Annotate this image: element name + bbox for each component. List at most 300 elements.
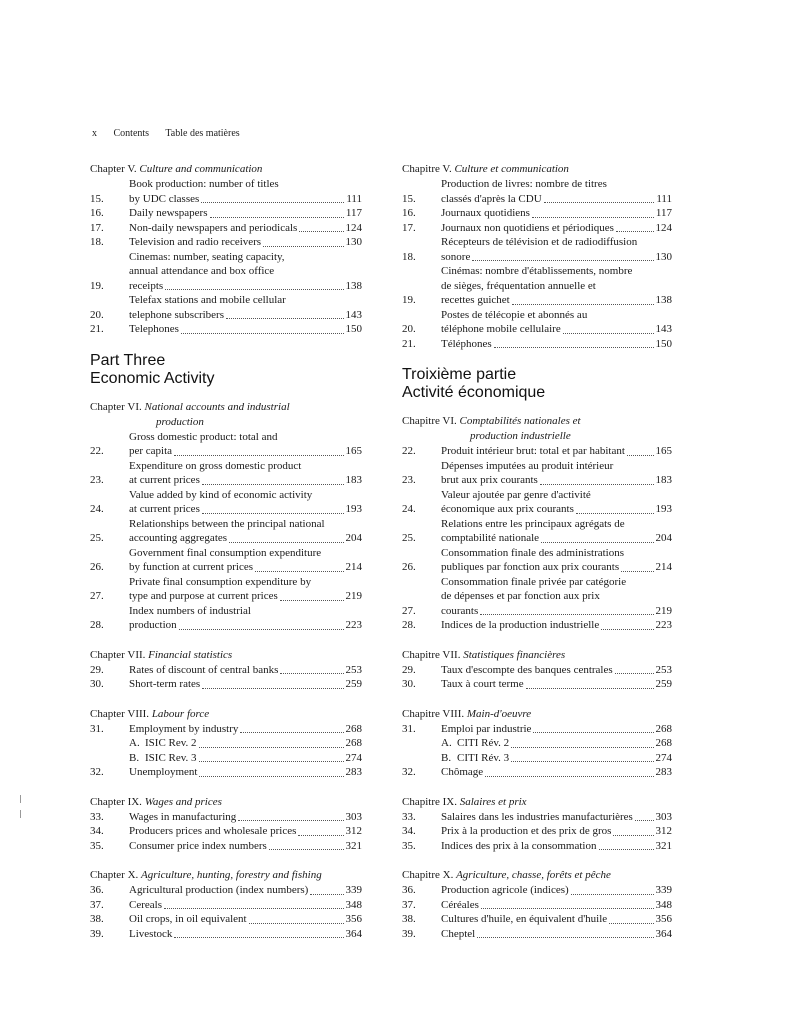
subentry-text: ISIC Rev. 2 [145,737,197,749]
chapter-label: Chapitre VII. [402,648,461,661]
dot-leader [544,202,655,203]
entry-title-block [441,839,672,854]
toc-entry[interactable] [90,459,362,488]
dot-leader [202,513,344,514]
toc-entry[interactable] [402,488,672,517]
entry-line [441,810,672,825]
entry-line [129,663,362,678]
chapter-title: Financial statistics [148,648,233,661]
entry-text: Value added by kind of economic activity [129,488,313,501]
running-header [92,128,254,139]
entry-line [129,473,362,488]
entry-title-block [441,677,672,692]
dot-leader [174,455,343,456]
chapter-heading [402,414,672,444]
toc-subentry[interactable] [90,736,362,751]
entry-text: Employment by industry [129,722,239,735]
entry-line [441,912,672,927]
entry-line [129,677,362,692]
entry-line [129,560,362,575]
entry-line [129,618,362,633]
chapter-label: Chapitre VI. [402,415,457,427]
entry-number: 23. [90,474,104,486]
entry-line [441,618,672,633]
page-number: 321 [345,839,362,852]
entry-line [441,235,672,250]
toc-entry[interactable] [402,337,672,352]
page-number: 283 [655,766,672,778]
chapter-heading [90,400,362,430]
entry-line [129,810,362,825]
toc-entry[interactable] [402,264,672,308]
entry-number: 38. [90,913,104,925]
entry-number: 39. [90,927,104,940]
subentry-text: CITI Rév. 2 [457,737,510,749]
chapter-heading [402,162,672,177]
entry-line [129,430,362,445]
entry-text: Cinemas: number, seating capacity, [129,250,285,263]
dot-leader [179,629,344,630]
chapter-section [402,795,672,854]
toc-entry[interactable] [90,898,362,913]
header-contents: Contents [113,128,150,139]
entry-line [129,722,362,737]
toc-entry[interactable] [90,663,362,678]
entry-line [441,488,672,503]
page-number: 356 [655,913,672,925]
chapter-section [90,648,362,692]
page-number: 219 [655,604,672,617]
entry-text: Production de livres: nombre de titres [441,178,607,190]
entry-title-block [129,839,362,854]
entry-title-block [129,912,362,927]
entry-text: Livestock [129,927,173,940]
entry-text: Produit intérieur brut: total et par habitant [441,445,625,457]
toc-entry[interactable] [90,430,362,459]
entry-number: 24. [402,503,416,515]
toc-entry[interactable] [90,250,362,294]
toc-subentry[interactable] [402,736,672,751]
chapter-heading [402,648,672,663]
page-number: 165 [655,445,672,457]
margin-mark [20,795,21,803]
subentry-letter: A. [129,737,140,749]
entry-line [441,322,672,337]
entry-number: 34. [90,825,104,837]
chapter-label: Chapter X. [90,869,139,881]
entry-title-block [441,444,672,459]
dot-leader [601,629,653,630]
entry-title-block [129,722,362,737]
entry-line [129,250,362,265]
entry-text: Cheptel [441,927,476,940]
entry-number: 19. [90,279,104,292]
dot-leader [613,835,653,836]
toc-entry[interactable] [90,765,362,780]
entry-text: Récepteurs de télévision et de radiodiffusion [441,236,638,248]
entry-number: 23. [402,474,416,486]
page-number: 268 [655,737,672,749]
part-title: Activité économique [402,384,546,401]
toc-entry[interactable] [90,322,362,337]
toc-column-english [90,162,362,956]
entry-number: 35. [402,839,416,852]
chapter-title: Main-d'oeuvre [466,707,532,720]
entry-number: 28. [402,619,416,631]
dot-leader [541,542,653,543]
entry-line [441,589,672,604]
chapter-title: National accounts and industrial [144,400,290,413]
entry-number: 16. [402,207,416,219]
toc-entry[interactable] [90,722,362,737]
entry-text: Index numbers of industrial [129,604,251,617]
dot-leader [526,688,654,689]
entry-title-block [129,604,362,633]
entry-text: Relations entre les principaux agrégats de [441,517,625,530]
entry-line [129,322,362,337]
entry-number: 19. [402,294,416,306]
entry-number: 18. [402,250,416,263]
chapter-title: Wages and prices [144,795,222,808]
entry-line [129,531,362,546]
entry-number: 15. [90,192,104,205]
toc-entry[interactable] [402,546,672,575]
entry-text: at current prices [129,474,200,486]
page-number: 268 [345,737,362,749]
entry-number: 35. [90,839,104,852]
dot-leader [494,347,654,348]
margin-mark [20,810,21,818]
page-number: 364 [345,927,362,940]
toc-entry[interactable] [402,839,672,854]
toc-entry[interactable] [90,927,362,942]
entry-line [129,444,362,459]
entry-number: 32. [90,766,104,778]
entry-text: Consommation finale privée par catégorie [441,575,627,588]
entry-text: Short-term rates [129,678,201,690]
page-number: 259 [655,678,672,690]
toc-entry[interactable] [402,235,672,264]
chapter-section [402,868,672,941]
entry-title-block [129,663,362,678]
chapter-title: Labour force [151,707,210,720]
entry-title-block [129,883,362,898]
toc-entry[interactable] [402,824,672,839]
page-number: 130 [655,250,672,263]
entry-number: 25. [402,532,416,544]
entry-line [129,206,362,221]
entry-number: 36. [402,884,416,896]
entry-title-block [441,575,672,619]
part-heading [90,352,362,388]
dot-leader [563,333,654,334]
chapter-title: Salaires et prix [459,795,527,808]
entry-number: 33. [90,810,104,823]
entry-title-block [441,824,672,839]
subentry-text: ISIC Rev. 3 [145,751,197,764]
dot-leader [174,937,343,938]
chapter-heading [90,707,362,722]
chapter-heading [402,795,672,810]
entry-line [441,824,672,839]
toc-entry[interactable] [90,883,362,898]
dot-leader [310,894,343,895]
page-number: 150 [345,323,362,335]
toc-entry[interactable] [90,604,362,633]
entry-title-block [441,927,672,942]
entry-line [441,927,672,942]
entry-title-block [441,177,672,206]
dot-leader [255,571,343,572]
entry-title-block [129,677,362,692]
chapter-label: Chapter IX. [90,795,142,808]
toc-entry[interactable] [402,765,672,780]
toc-entry[interactable] [402,444,672,459]
entry-line [129,912,362,927]
entry-line [441,722,672,737]
dot-leader [533,732,653,733]
entry-number: 30. [90,678,104,690]
entry-line [441,264,672,279]
page-number: 130 [345,236,362,248]
entry-line [441,337,672,352]
toc-entry[interactable] [402,206,672,221]
entry-text: at current prices [129,503,200,515]
chapter-title-continued: production [156,415,204,428]
entry-text: accounting aggregates [129,532,228,544]
dot-leader [164,908,344,909]
chapter-label: Chapitre VIII. [402,707,465,720]
entry-title-block [441,517,672,546]
entry-number: 37. [402,898,416,911]
dot-leader [609,923,653,924]
toc-entry[interactable] [90,177,362,206]
subentry-letter: A. [441,737,452,749]
dot-leader [226,318,344,319]
entry-text: Taux d'escompte des banques centrales [441,663,613,676]
page-number: 117 [345,207,362,219]
toc-subentry[interactable] [90,751,362,766]
entry-number: 27. [90,590,104,602]
entry-line [441,293,672,308]
page-number: 138 [655,294,672,306]
dot-leader [199,776,343,777]
toc-entry[interactable] [90,810,362,825]
chapter-section [90,400,362,633]
toc-entry[interactable] [90,824,362,839]
entry-line [129,459,362,474]
entry-text: Céréales [441,898,479,911]
entry-text: Relationships between the principal national [129,517,325,530]
entry-text: Valeur ajoutée par genre d'activité [441,488,591,501]
entry-text: production [129,619,177,631]
chapter-section [402,162,672,351]
entry-text: Oil crops, in oil equivalent [129,913,247,925]
part-title: Economic Activity [90,369,215,387]
toc-entry[interactable] [90,235,362,250]
page-number: 214 [345,561,362,573]
entry-line [129,192,362,207]
part-number: Part Three [90,351,166,369]
entry-number: 25. [90,532,104,544]
toc-entry[interactable] [402,517,672,546]
entry-text: Agricultural production (index numbers) [129,884,309,896]
page-number: 339 [345,884,362,896]
toc-entry[interactable] [402,677,672,692]
dot-leader [280,673,343,674]
dot-leader [477,937,653,938]
toc-entry[interactable] [90,677,362,692]
entry-number: 28. [90,619,104,631]
page-number: 356 [345,913,362,925]
entry-number: 34. [402,825,416,837]
entry-number: 16. [90,207,104,219]
toc-entry[interactable] [90,839,362,854]
toc-entry[interactable] [402,912,672,927]
toc-subentry[interactable] [402,751,672,766]
entry-text: courants [441,604,479,617]
entry-line [129,927,362,942]
entry-number: 38. [402,913,416,925]
toc-entry[interactable] [402,810,672,825]
page-number: 138 [345,279,362,292]
entry-text: recettes guichet [441,294,510,306]
entry-number: 21. [90,323,104,335]
toc-entry[interactable] [90,912,362,927]
entry-line [441,677,672,692]
toc-entry[interactable] [402,927,672,942]
toc-entry[interactable] [90,488,362,517]
entry-title-block [441,308,672,337]
entry-line [441,575,672,590]
entry-line [441,560,672,575]
dot-leader [511,747,653,748]
dot-leader [621,571,653,572]
chapter-heading [402,707,672,722]
dot-leader [181,333,344,334]
page-number: 259 [345,678,362,690]
entry-line [129,604,362,619]
dot-leader [599,849,654,850]
dot-leader [616,231,654,232]
entry-number: 22. [90,445,104,457]
toc-entry[interactable] [402,459,672,488]
entry-text: Indices des prix à la consommation [441,839,597,852]
page-number: 219 [345,590,362,602]
page-number: 124 [655,221,672,234]
entry-number: 39. [402,927,416,940]
toc-entry[interactable] [90,206,362,221]
entry-number: 29. [90,663,104,676]
toc-entry[interactable] [402,221,672,236]
entry-line [129,502,362,517]
page-number: 312 [655,825,672,837]
toc-entry[interactable] [402,308,672,337]
subentry-letter: B. [441,751,452,764]
dot-leader [249,923,344,924]
dot-leader [512,304,654,305]
entry-number: 36. [90,884,104,896]
chapter-section [402,648,672,692]
dot-leader [202,688,343,689]
page-number: 348 [345,898,362,911]
dot-leader [238,820,343,821]
entry-title-block [441,206,672,221]
toc-entry[interactable] [90,517,362,546]
toc-entry[interactable] [402,575,672,619]
toc-entry[interactable] [90,575,362,604]
dot-leader [485,776,653,777]
entry-line [129,589,362,604]
dot-leader [229,542,343,543]
entry-line [441,604,672,619]
toc-entry[interactable] [402,663,672,678]
entry-text: Cultures d'huile, en équivalent d'huile [441,913,608,925]
toc-column-french [402,162,672,956]
entry-number: 29. [402,663,416,676]
entry-title-block [129,293,362,322]
entry-line [441,531,672,546]
entry-line [441,459,672,474]
chapter-title: Agriculture, hunting, forestry and fishing [141,869,322,881]
toc-entry[interactable] [402,898,672,913]
page-number: 117 [655,207,672,219]
dot-leader [540,484,654,485]
toc-entry[interactable] [402,883,672,898]
page-number: 111 [656,192,672,205]
page-number: 274 [345,751,362,764]
dot-leader [532,217,654,218]
chapter-title: Agriculture, chasse, forêts et pêche [456,869,611,881]
entry-text: Chômage [441,766,484,778]
toc-entry[interactable] [402,177,672,206]
toc-entry[interactable] [402,722,672,737]
page-number: 348 [655,898,672,911]
dot-leader [202,484,344,485]
page-number: 253 [655,663,672,676]
entry-title-block [441,488,672,517]
toc-entry[interactable] [402,618,672,633]
toc-entry[interactable] [90,293,362,322]
entry-number: 15. [402,192,416,205]
toc-entry[interactable] [90,221,362,236]
entry-line [441,177,672,192]
entry-title-block [441,912,672,927]
entry-text: Television and radio receivers [129,236,262,248]
entry-text: Téléphones [441,337,492,350]
entry-line [441,250,672,265]
entry-text: Emploi par industrie [441,722,532,735]
page-number: 193 [345,503,362,515]
entry-text: Prix à la production et des prix de gros [441,825,612,837]
entry-line [441,502,672,517]
entry-text: sonore [441,250,471,263]
entry-text: classés d'après la CDU [441,192,542,205]
page-number: 183 [345,474,362,486]
entry-line [129,575,362,590]
entry-line [441,444,672,459]
toc-entry[interactable] [90,546,362,575]
entry-title-block [129,221,362,236]
entry-line [129,883,362,898]
page-number: 364 [655,927,672,940]
entry-text: by function at current prices [129,561,254,573]
entry-line [129,488,362,503]
entry-text: Expenditure on gross domestic product [129,459,302,472]
chapter-heading [90,868,362,883]
page-number: 274 [655,751,672,764]
entry-number: 17. [90,221,104,234]
